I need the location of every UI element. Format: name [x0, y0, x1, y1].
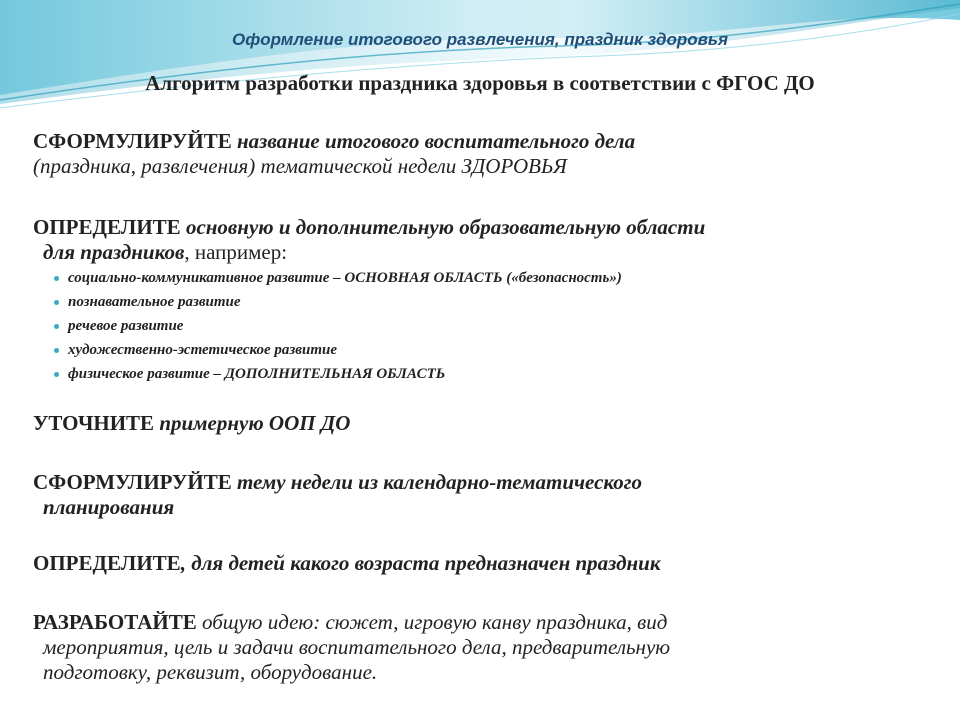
step-text-line2: (праздника, развлечения) тематической недели ЗДОРОВЬЯ: [33, 154, 567, 178]
bullet-icon: [54, 324, 59, 329]
step-keyword: ОПРЕДЕЛИТЕ: [33, 215, 181, 239]
step-text: общую идею: сюжет, игровую канву праздника, вид: [196, 610, 668, 634]
step-keyword: УТОЧНИТЕ: [33, 411, 155, 435]
step-text: название итогового воспитательного дела: [231, 129, 636, 153]
step-text-bold: для праздников: [43, 240, 185, 264]
step-clarify-program: [33, 411, 923, 436]
list-item: [52, 314, 912, 338]
step-define-age: [33, 551, 923, 576]
step-keyword: СФОРМУЛИРУЙТЕ: [33, 129, 232, 153]
step-keyword: СФОРМУЛИРУЙТЕ: [33, 470, 232, 494]
step-text-line2: планирования: [43, 495, 175, 519]
bullet-icon: [54, 372, 59, 377]
step-define-areas: [33, 215, 923, 265]
list-item-label: художественно-эстетическое развитие: [68, 342, 337, 358]
step-formulate-theme: [33, 470, 923, 520]
bullet-icon: [54, 300, 59, 305]
step-develop-idea: [33, 610, 923, 685]
step-keyword: РАЗРАБОТАЙТЕ: [33, 610, 197, 634]
slide-subtitle: Алгоритм разработки праздника здоровья в соответствии с ФГОС ДО: [145, 71, 815, 95]
step-text: тему недели из календарно-тематического: [231, 470, 642, 494]
slide-title: Оформление итогового развлечения, праздник здоровья: [232, 30, 728, 49]
list-item-label: социально-коммуникативное развитие – ОСНОВНАЯ ОБЛАСТЬ («безопасность»): [68, 270, 622, 286]
step-formulate-name: [33, 129, 923, 179]
bullet-icon: [54, 348, 59, 353]
educational-areas-list: [52, 266, 912, 386]
list-item-label: познавательное развитие: [68, 294, 241, 310]
list-item: [52, 290, 912, 314]
step-text-line2: мероприятия, цель и задачи воспитательного дела, предварительную: [43, 635, 671, 659]
list-item: [52, 266, 912, 290]
list-item-label: физическое развитие – ДОПОЛНИТЕЛЬНАЯ ОБЛАСТЬ: [68, 366, 446, 382]
step-text: основную и дополнительную образовательную области: [180, 215, 706, 239]
step-text-rest: , например:: [184, 240, 288, 264]
step-text: примерную ООП ДО: [154, 411, 351, 435]
list-item-label: речевое развитие: [68, 318, 184, 334]
list-item: [52, 338, 912, 362]
step-keyword: ОПРЕДЕЛИТЕ: [33, 551, 181, 575]
step-text-line3: подготовку, реквизит, оборудование.: [43, 660, 378, 684]
bullet-icon: [54, 276, 59, 281]
list-item: [52, 362, 912, 386]
step-text: , для детей какого возраста предназначен праздник: [180, 551, 661, 575]
